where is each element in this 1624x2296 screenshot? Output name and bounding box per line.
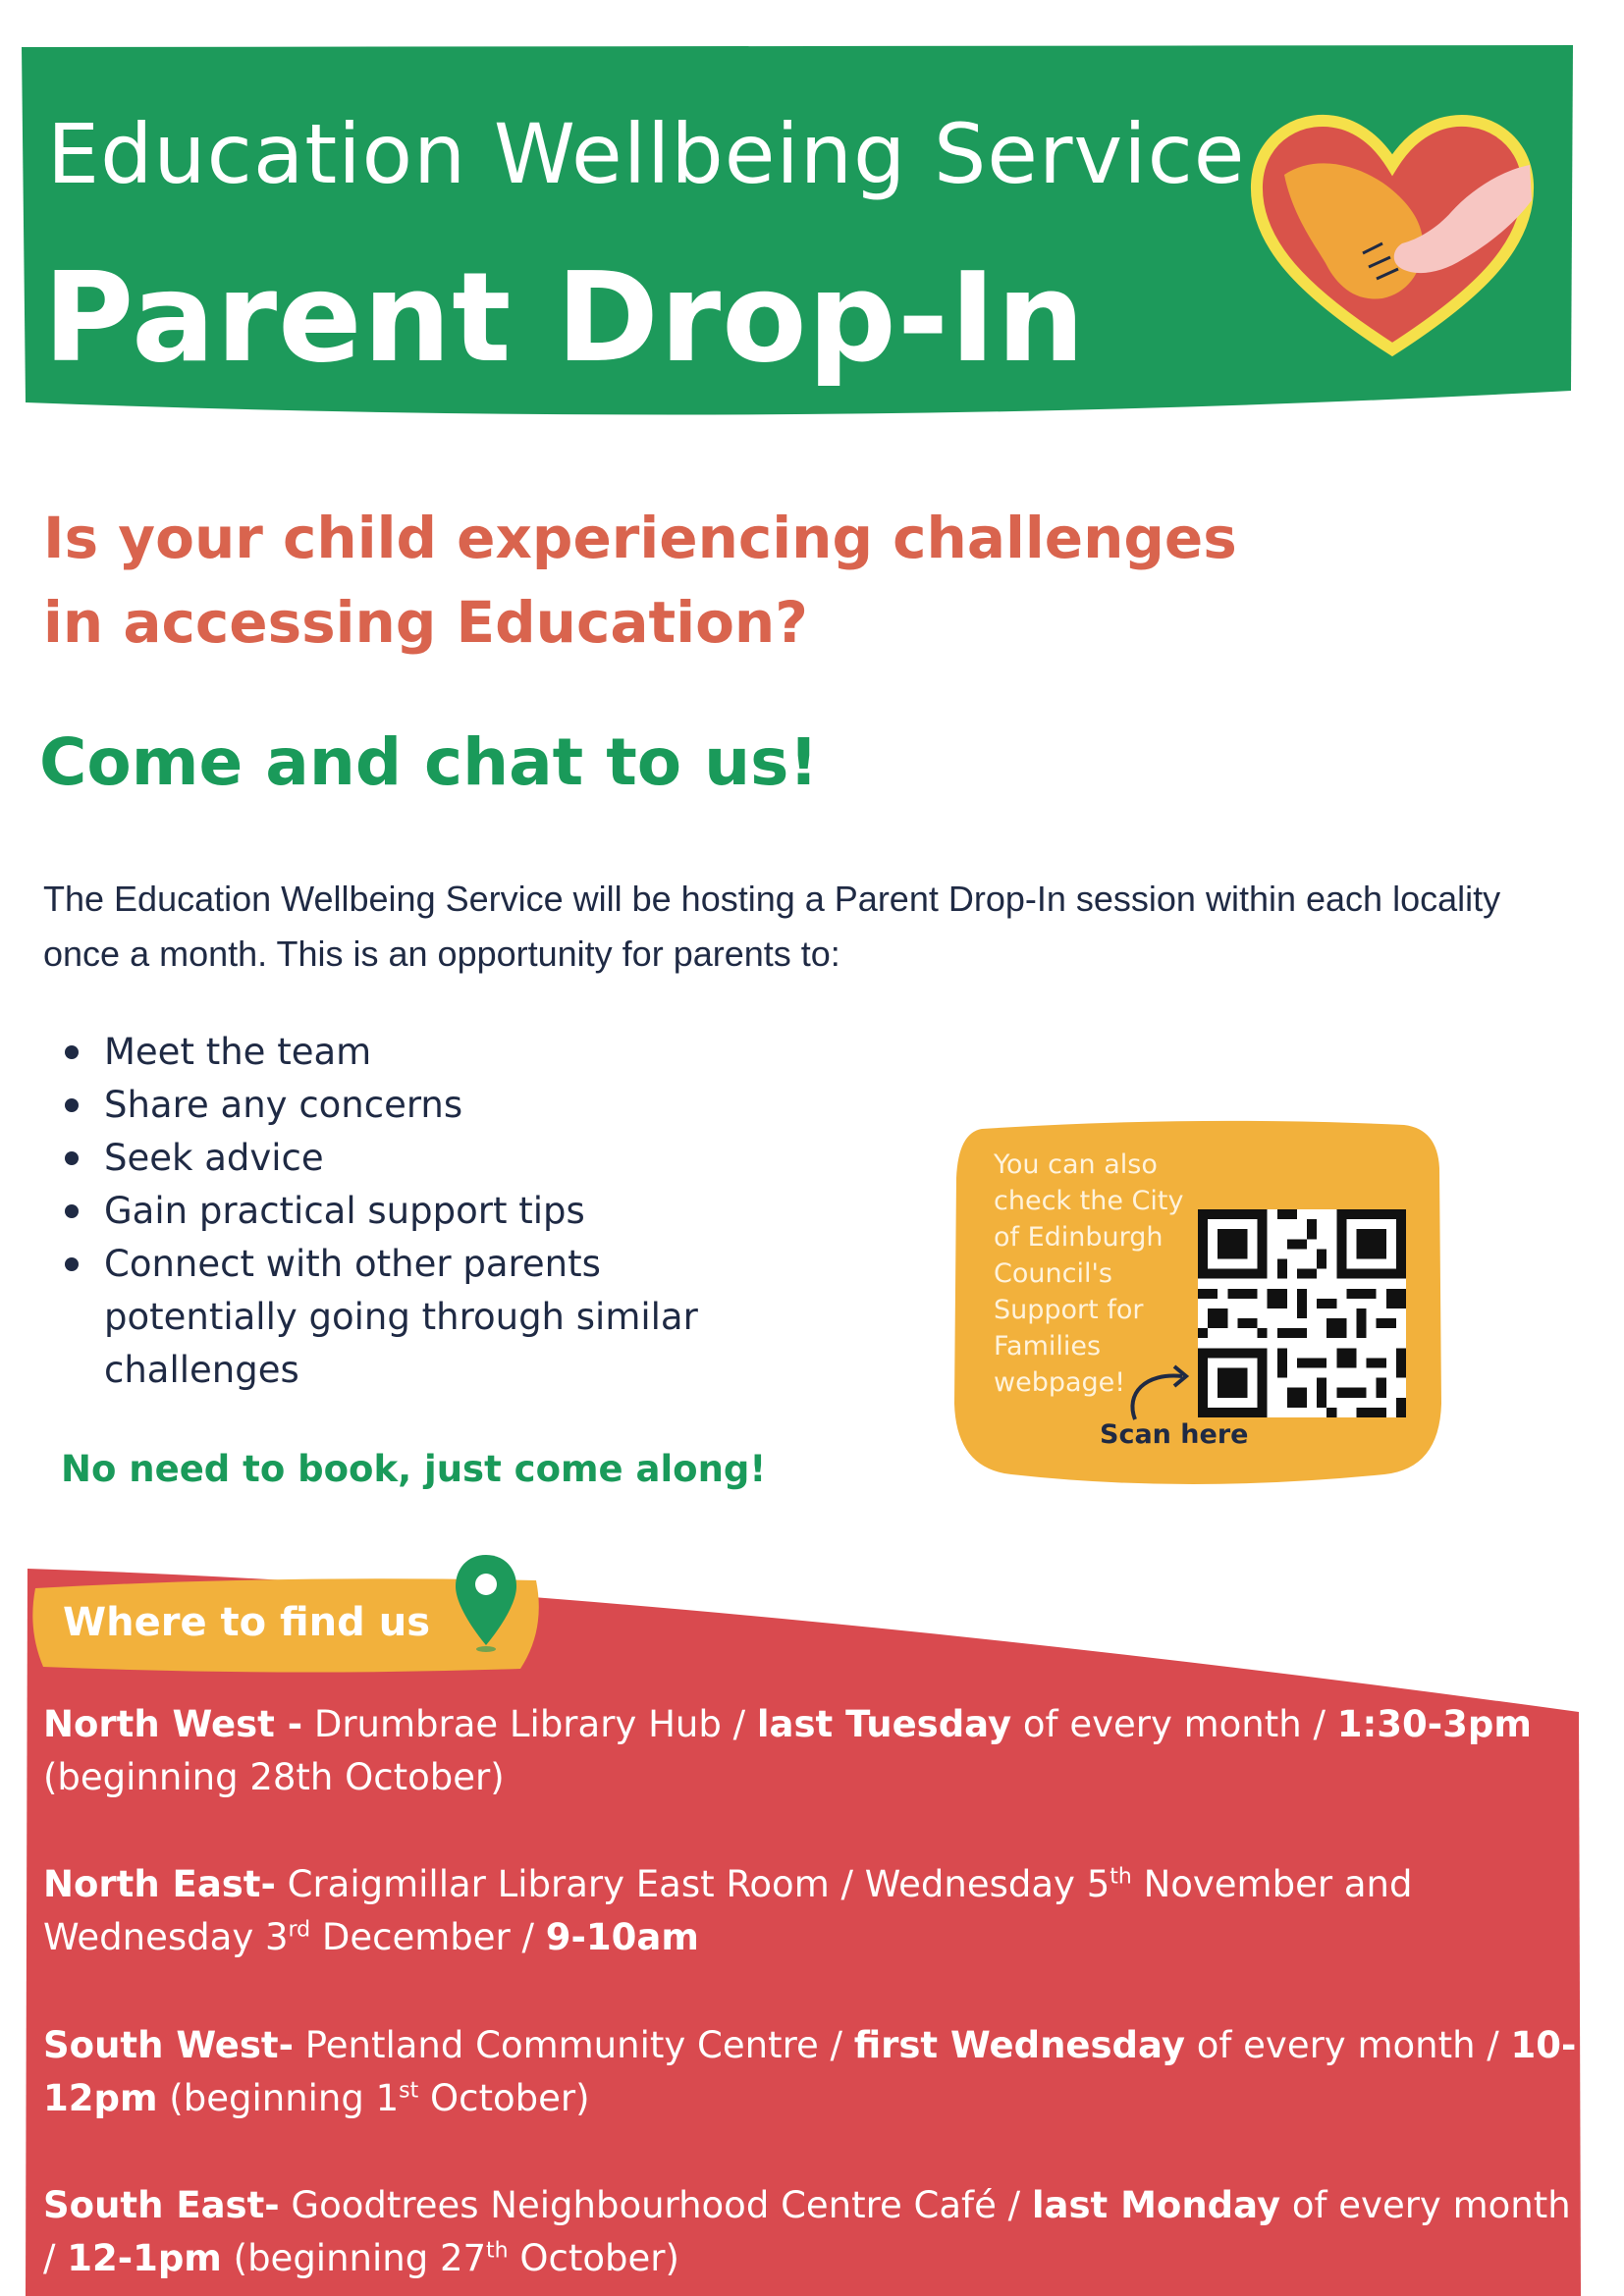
location-time: 12-1pm xyxy=(67,2237,222,2279)
location-frequency: of every month / xyxy=(1184,2024,1511,2066)
question-heading xyxy=(43,496,1280,665)
location-note-end: October) xyxy=(418,2077,590,2119)
benefits-list xyxy=(43,1026,789,1397)
ordinal-suffix: th xyxy=(486,2238,509,2264)
location-venue: Goodtrees Neighbourhood Centre Café / xyxy=(279,2184,1032,2226)
cta-heading: Come and chat to us! xyxy=(39,724,819,800)
location-venue: Craigmillar Library East Room / Wednesday 5 xyxy=(275,1863,1110,1905)
location-area: North East- xyxy=(43,1863,276,1905)
list-item-text: Meet the team xyxy=(104,1031,372,1073)
location-note: (beginning 27 xyxy=(221,2237,487,2279)
location-day: last Tuesday xyxy=(756,1703,1012,1745)
page-title: Parent Drop-In xyxy=(43,245,1086,390)
location-south-west xyxy=(43,2019,1585,2125)
list-item-text: Gain practical support tips xyxy=(104,1190,585,1232)
where-heading: Where to find us xyxy=(63,1600,431,1645)
location-dates: November and Wednesday 3 xyxy=(43,1863,1413,1958)
map-pin-icon xyxy=(452,1551,520,1659)
qr-description-text: You can also check the City of Edinburgh Council's Support for Families webpage! xyxy=(994,1149,1184,1398)
bullet-icon xyxy=(65,1204,79,1218)
scan-here-label: Scan here xyxy=(1100,1419,1249,1450)
curved-arrow-icon xyxy=(1119,1355,1208,1423)
location-note: (beginning 28th October) xyxy=(43,1756,505,1798)
location-area: South West- xyxy=(43,2024,294,2066)
list-item-text: Share any concerns xyxy=(104,1084,463,1126)
location-note: (beginning 1 xyxy=(157,2077,400,2119)
bullet-icon xyxy=(65,1098,79,1112)
ordinal-suffix: th xyxy=(1110,1864,1132,1890)
location-time: 1:30-3pm xyxy=(1336,1703,1532,1745)
location-time: 10-12pm xyxy=(43,2024,1577,2119)
list-item xyxy=(43,1185,789,1238)
location-area: South East- xyxy=(43,2184,280,2226)
location-time: 9-10am xyxy=(545,1916,699,1958)
location-note-end: October) xyxy=(508,2237,679,2279)
location-venue: Drumbrae Library Hub / xyxy=(302,1703,757,1745)
question-line-2: in accessing Education? xyxy=(43,589,808,656)
bullet-icon xyxy=(65,1151,79,1165)
location-month: December / xyxy=(310,1916,546,1958)
location-north-west xyxy=(43,1698,1585,1804)
no-booking-note: No need to book, just come along! xyxy=(61,1448,767,1490)
location-frequency: of every month / xyxy=(1011,1703,1337,1745)
service-name: Education Wellbeing Service xyxy=(47,106,1246,202)
list-item-text: Connect with other parents potentially going through similar challenges xyxy=(104,1243,698,1391)
location-venue: Pentland Community Centre / xyxy=(293,2024,854,2066)
location-south-east xyxy=(43,2179,1585,2285)
bullet-icon xyxy=(65,1257,79,1271)
location-day: last Monday xyxy=(1031,2184,1281,2226)
location-north-east xyxy=(43,1858,1585,1964)
location-day: first Wednesday xyxy=(853,2024,1185,2066)
intro-paragraph: The Education Wellbeing Service will be hosting a Parent Drop-In session within each locality once a month. This is an opportunity for parents to: xyxy=(43,879,1501,974)
bullet-icon xyxy=(65,1045,79,1059)
question-line-1: Is your child experiencing challenges xyxy=(43,505,1237,571)
list-item xyxy=(43,1132,789,1185)
location-frequency: of every month / xyxy=(43,2184,1571,2279)
location-area: North West - xyxy=(43,1703,303,1745)
list-item xyxy=(43,1026,789,1079)
list-item xyxy=(43,1079,789,1132)
qr-code-icon[interactable] xyxy=(1198,1209,1406,1417)
list-item-text: Seek advice xyxy=(104,1137,324,1179)
list-item xyxy=(43,1238,789,1397)
ordinal-suffix: st xyxy=(399,2078,419,2104)
heart-hands-icon xyxy=(1245,106,1540,361)
ordinal-suffix: rd xyxy=(288,1917,311,1943)
